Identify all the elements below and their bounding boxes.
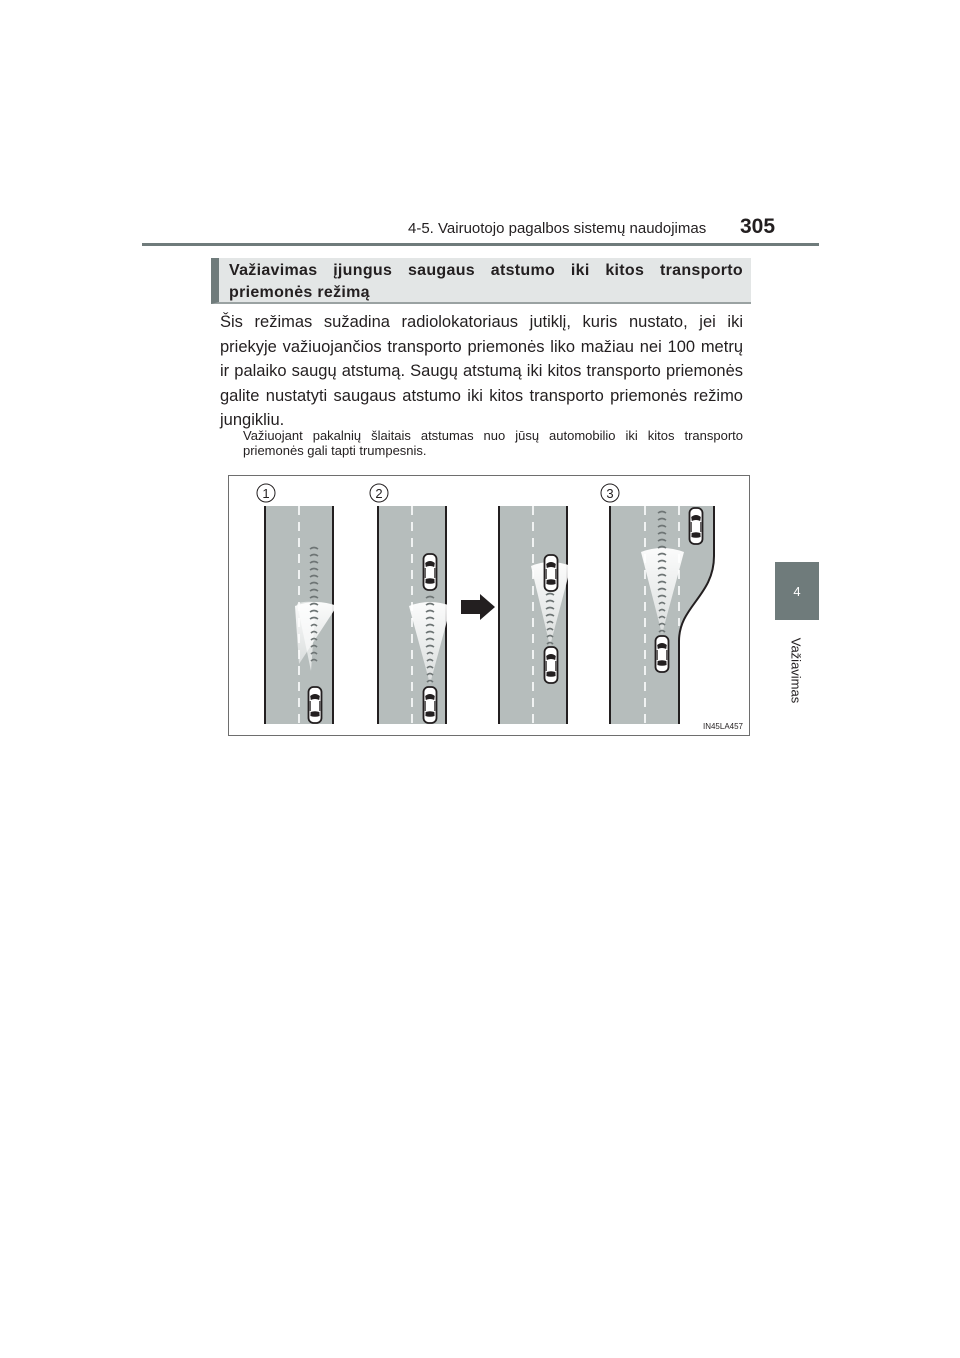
chapter-side-label <box>778 630 814 710</box>
section-body-text: Šis režimas sužadina radiolokatoriaus jutiklį, kuris nustato, jei iki priekyje važiuojančios transporto priemonės liko mažiau nei 100 metrų ir palaiko saugų atstumą. Saugų atstumą iki kitos transporto priemonės galite nustatyti saugaus atstumo iki kitos transporto priemonės režimo jungikliu. <box>220 313 743 429</box>
road-4 <box>610 506 714 724</box>
page-number: 305 <box>740 215 776 238</box>
callout-1-number: 1 <box>262 486 270 501</box>
own-car-3 <box>545 647 558 683</box>
chapter-tab <box>775 562 819 620</box>
section-heading: Važiavimas įjungus saugaus atstumo iki kitos transporto priemonės režimą <box>211 258 751 304</box>
own-car-2 <box>424 687 437 723</box>
header-rule <box>142 243 819 246</box>
chapter-header-title: 4-5. Vairuotojo pagalbos sistemų naudojimas <box>408 220 707 237</box>
chapter-number: 4 <box>793 583 801 599</box>
callout-2-number: 2 <box>375 486 383 501</box>
lead-car-3 <box>545 555 558 591</box>
road-2 <box>378 506 451 724</box>
merging-car-4 <box>690 508 703 544</box>
road-1 <box>265 506 337 724</box>
figure-code: IN45LA457 <box>702 722 743 731</box>
callout-3 <box>601 484 619 502</box>
own-car-4 <box>656 636 669 672</box>
lead-car-2 <box>424 554 437 590</box>
road-3 <box>499 506 571 724</box>
chapter-label: Važiavimas <box>788 637 804 703</box>
callout-3-number: 3 <box>606 486 614 501</box>
arrow-right-icon <box>461 594 495 620</box>
callout-2 <box>370 484 388 502</box>
distance-mode-figure <box>228 475 750 736</box>
section-note-text: Važiuojant pakalnių šlaitais atstumas nuo jūsų automobilio iki kitos transporto priemonės gali tapti trumpesnis. <box>243 428 743 458</box>
callout-1 <box>257 484 275 502</box>
figure-illustration <box>229 476 749 735</box>
own-car-1 <box>309 687 322 723</box>
